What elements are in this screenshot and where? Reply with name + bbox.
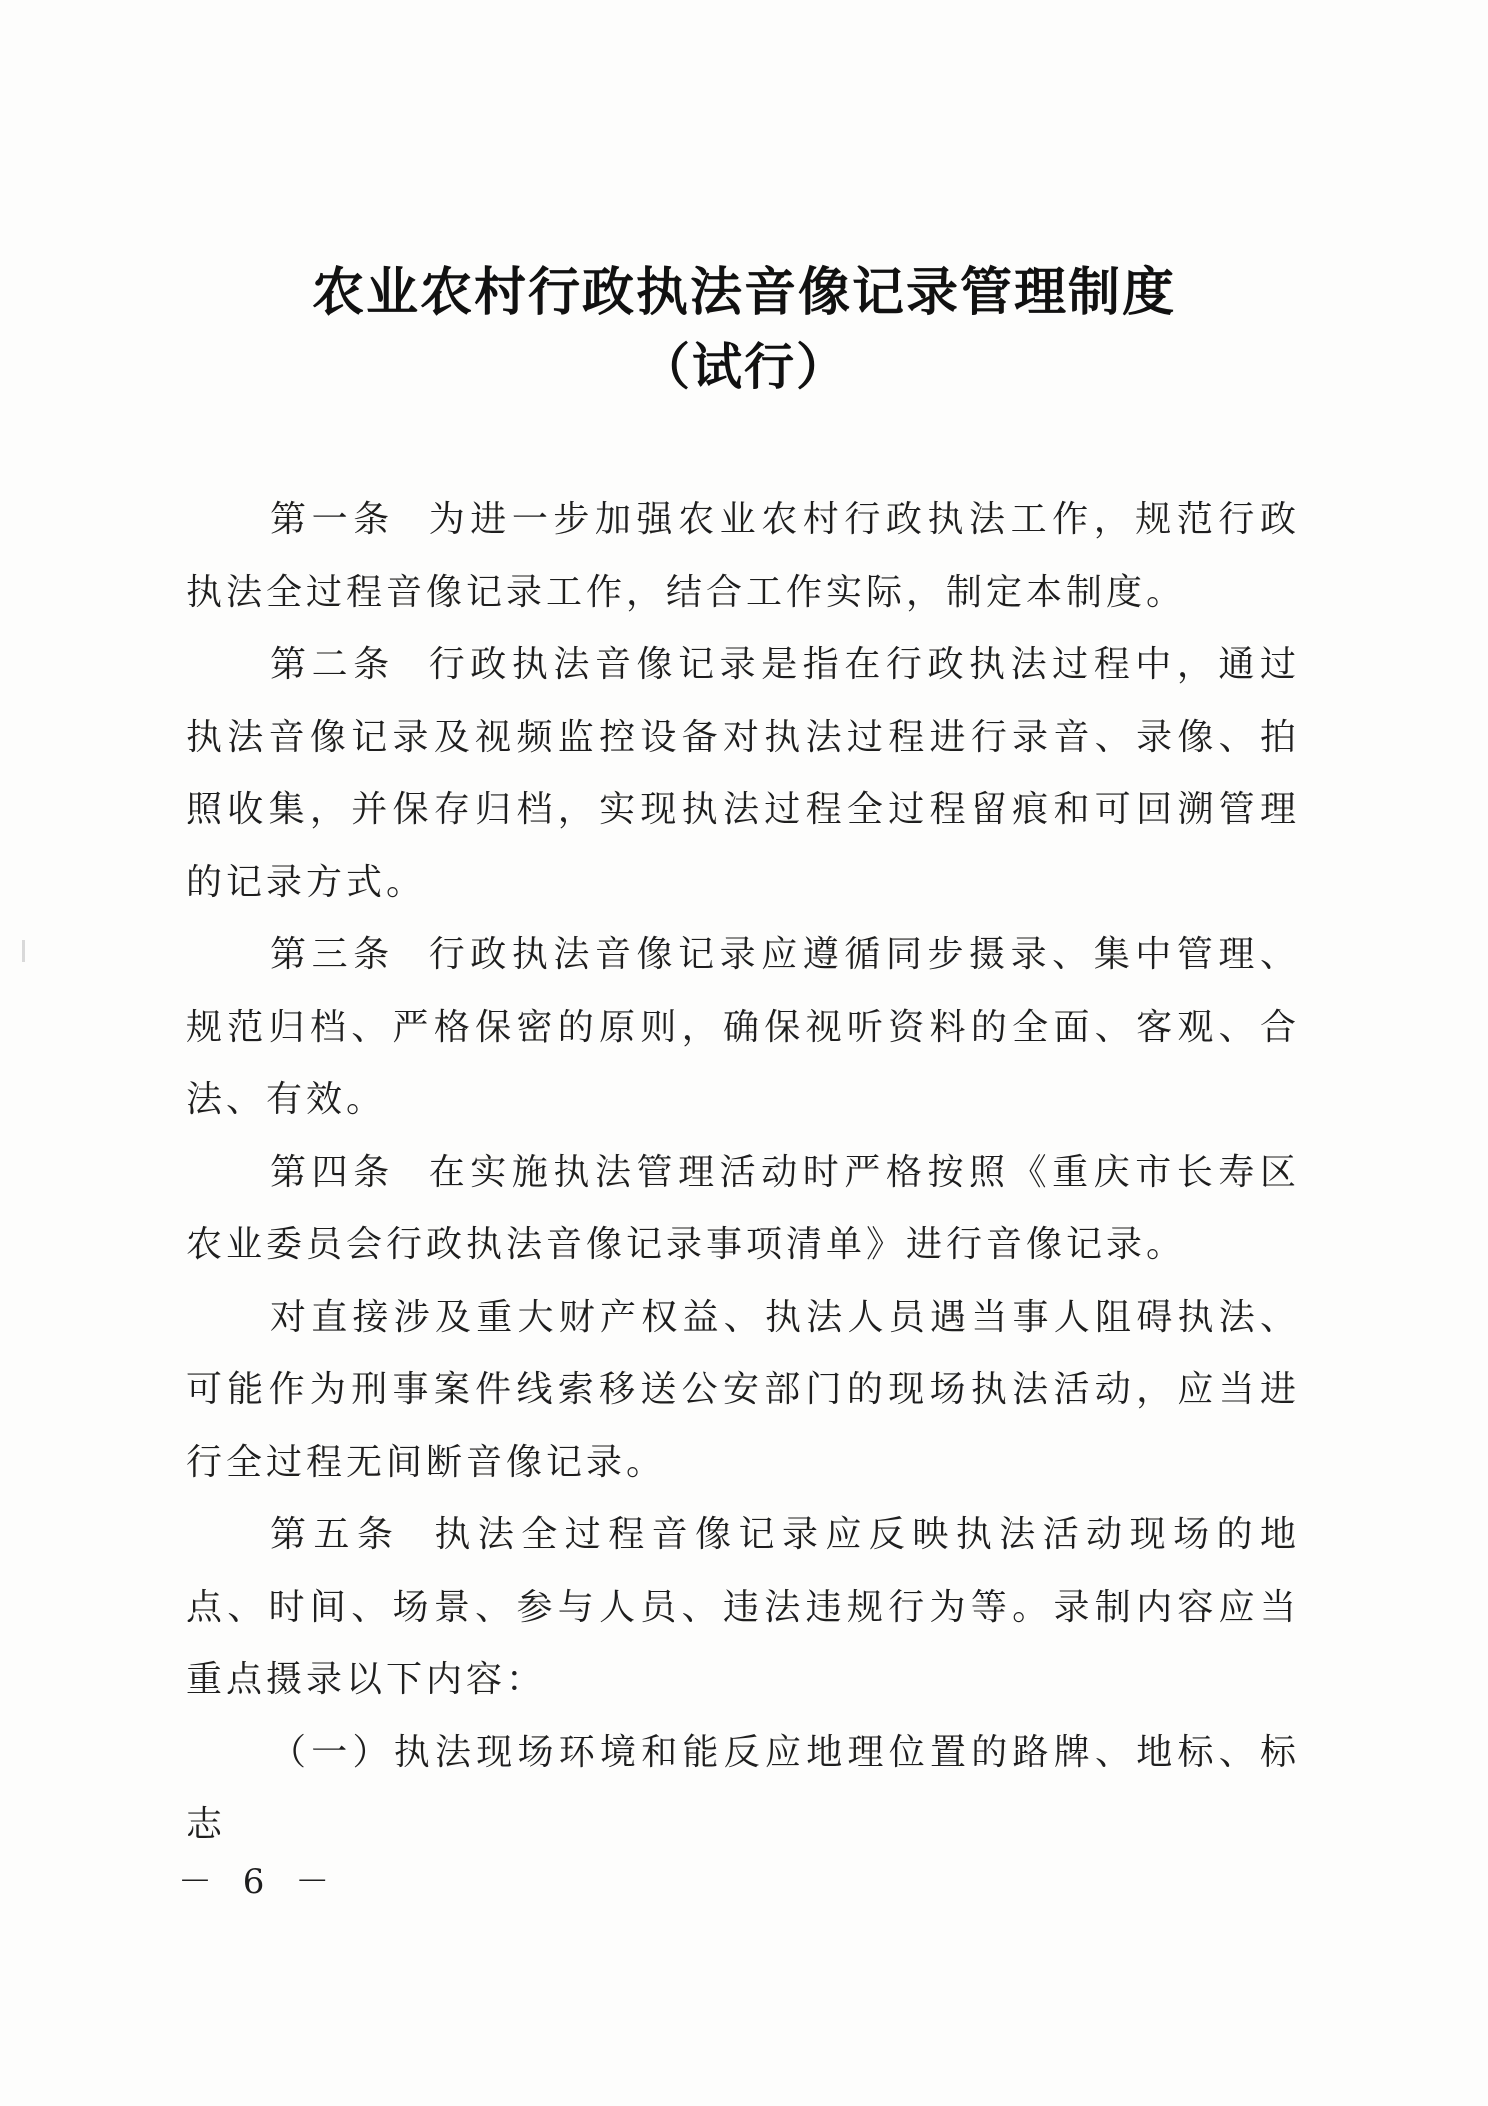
article-label: 第二条 (270, 644, 395, 685)
article-2 (186, 629, 1300, 919)
article-label: 第五条 (270, 1514, 401, 1555)
paragraph-text: 对直接涉及重大财产权益、执法人员遇当事人阻碍执法、可能作为刑事案件线索移送公安部门的现场执法活动，应当进行全过程无间断音像记录。 (186, 1296, 1300, 1483)
article-label: 第四条 (270, 1151, 395, 1193)
document-body (186, 484, 1300, 1862)
article-text: 行政执法音像记录是指在行政执法过程中，通过执法音像记录及视频监控设备对执法过程进行录音、录像、拍照收集，并保存归档，实现执法过程全过程留痕和可回溯管理的记录方式。 (186, 644, 1300, 903)
document-title: 农业农村行政执法音像记录管理制度 (311, 262, 1176, 323)
article-4 (186, 1137, 1300, 1282)
article-1 (186, 484, 1300, 629)
article-label: 第三条 (270, 934, 395, 975)
document-subtitle: （试行） (640, 337, 848, 396)
article-text: 在实施执法管理活动时严格按照《重庆市长寿区农业委员会行政执法音像记录事项清单》进行音像记录。 (186, 1151, 1300, 1265)
page-number: － 6 － (178, 1862, 340, 1902)
article-text: 行政执法音像记录应遵循同步摄录、集中管理、规范归档、严格保密的原则，确保视听资料的全面、客观、合法、有效。 (186, 934, 1300, 1120)
list-item-text: （一）执法现场环境和能反应地理位置的路牌、地标、标志 (186, 1731, 1300, 1845)
scan-binding-mark (22, 940, 25, 962)
article-label: 第一条 (270, 499, 395, 540)
article-5-item-1 (186, 1717, 1300, 1862)
article-5 (186, 1499, 1300, 1717)
article-3 (186, 919, 1300, 1137)
article-4-continuation (186, 1282, 1300, 1500)
article-text: 执法全过程音像记录应反映执法活动现场的地点、时间、场景、参与人员、违法违规行为等。录制内容应当重点摄录以下内容： (186, 1514, 1300, 1700)
article-text: 为进一步加强农业农村行政执法工作，规范行政执法全过程音像记录工作，结合工作实际，制定本制度。 (186, 499, 1300, 613)
